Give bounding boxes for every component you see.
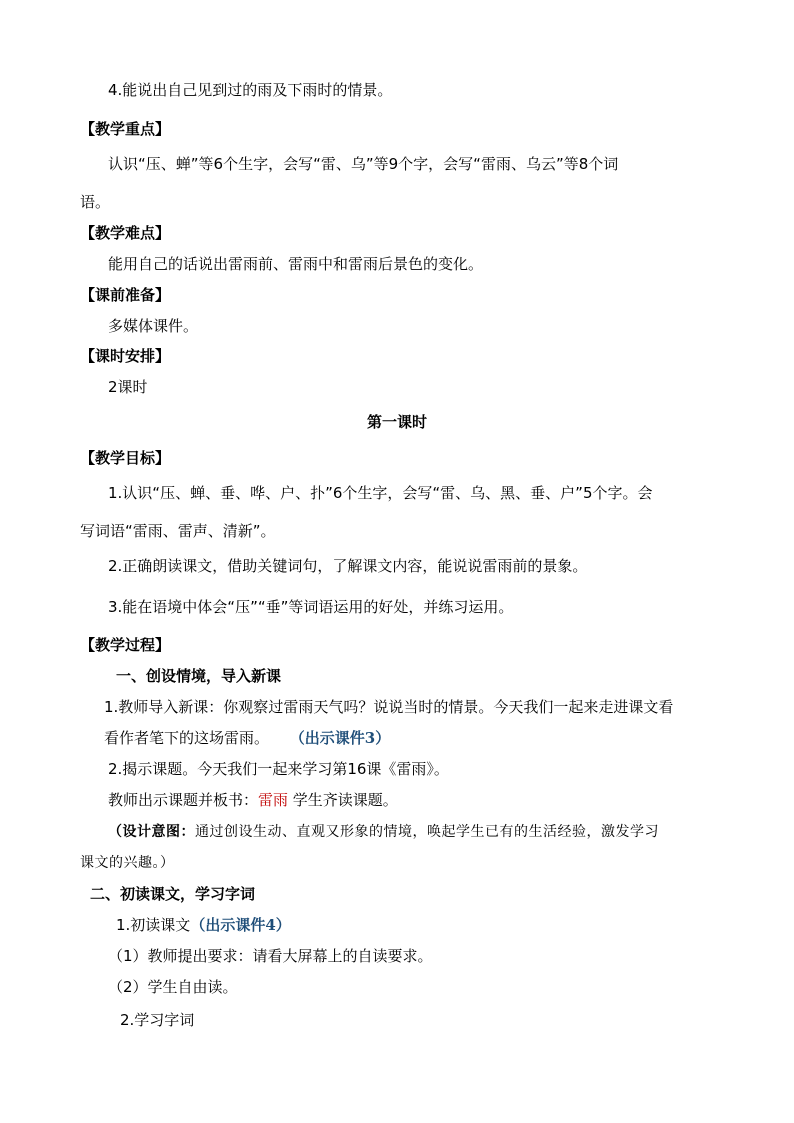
process-heading: 【教学过程】 xyxy=(80,636,171,654)
part1-step2: 2.揭示课题。今天我们一起来学习第16课《雷雨》。 xyxy=(108,760,449,778)
courseware-4-link: （出示课件4） xyxy=(190,916,291,934)
part1-heading: 一、创设情境，导入新课 xyxy=(116,667,282,685)
difficulties-heading: 【教学难点】 xyxy=(80,224,171,242)
courseware-3-link: （出示课件3） xyxy=(289,729,391,747)
objectives-heading: 【教学目标】 xyxy=(80,449,171,467)
board-suffix: 学生齐读课题。 xyxy=(288,791,398,809)
part2-sub2: （2）学生自由读。 xyxy=(108,978,238,996)
design-note-line2: 课文的兴趣。） xyxy=(80,855,175,871)
objective-1-line1: 1.认识“压、蝉、垂、哗、户、扑”6个生字，会写“雷、乌、黑、垂、户”5个字。会 xyxy=(108,484,653,502)
board-prefix: 教师出示课题并板书： xyxy=(108,791,259,809)
schedule-heading: 【课时安排】 xyxy=(80,347,171,365)
lesson-title: 第一课时 xyxy=(366,413,427,431)
part2-sub1: （1）教师提出要求：请看大屏幕上的自读要求。 xyxy=(108,947,433,965)
preparation-heading: 【课前准备】 xyxy=(80,286,171,304)
key-points-text-line1: 认识“压、蝉”等6个生字，会写“雷、乌”等9个字，会写“雷雨、乌云”等8个词 xyxy=(108,155,619,173)
part2-step1 xyxy=(116,915,291,935)
part1-step1-line2 xyxy=(104,728,390,748)
part1-step1-line1: 1.教师导入新课：你观察过雷雨天气吗？说说当时的情景。今天我们一起来走进课文看 xyxy=(104,698,674,716)
design-note-label: （设计意图： xyxy=(108,824,195,840)
key-points-heading: 【教学重点】 xyxy=(80,120,171,138)
objective-2: 2.正确朗读课文，借助关键词句，了解课文内容，能说说雷雨前的景象。 xyxy=(108,557,588,575)
part1-board xyxy=(108,790,398,810)
difficulties-text: 能用自己的话说出雷雨前、雷雨中和雷雨后景色的变化。 xyxy=(108,255,484,273)
key-points-text-line2: 语。 xyxy=(80,193,111,211)
objective-3: 3.能在语境中体会“压”“垂”等词语运用的好处，并练习运用。 xyxy=(108,598,514,616)
design-note-line1 xyxy=(108,822,659,842)
part2-step1-text: 1.初读课文 xyxy=(116,916,191,934)
board-word: 雷雨 xyxy=(258,791,289,809)
part2-heading: 二、初读课文，学习字词 xyxy=(90,885,256,903)
part1-step1-line2-text: 看作者笔下的这场雷雨。 xyxy=(104,729,270,747)
goal-item-4: 4.能说出自己见到过的雨及下雨时的情景。 xyxy=(108,81,393,99)
preparation-text: 多媒体课件。 xyxy=(108,317,199,335)
objective-1-line2: 写词语“雷雨、雷声、清新”。 xyxy=(80,522,276,540)
part2-step2: 2.学习字词 xyxy=(120,1011,195,1029)
schedule-text: 2课时 xyxy=(108,378,148,396)
design-note-text: 通过创设生动、直观又形象的情境，唤起学生已有的生活经验，激发学习 xyxy=(195,824,659,840)
